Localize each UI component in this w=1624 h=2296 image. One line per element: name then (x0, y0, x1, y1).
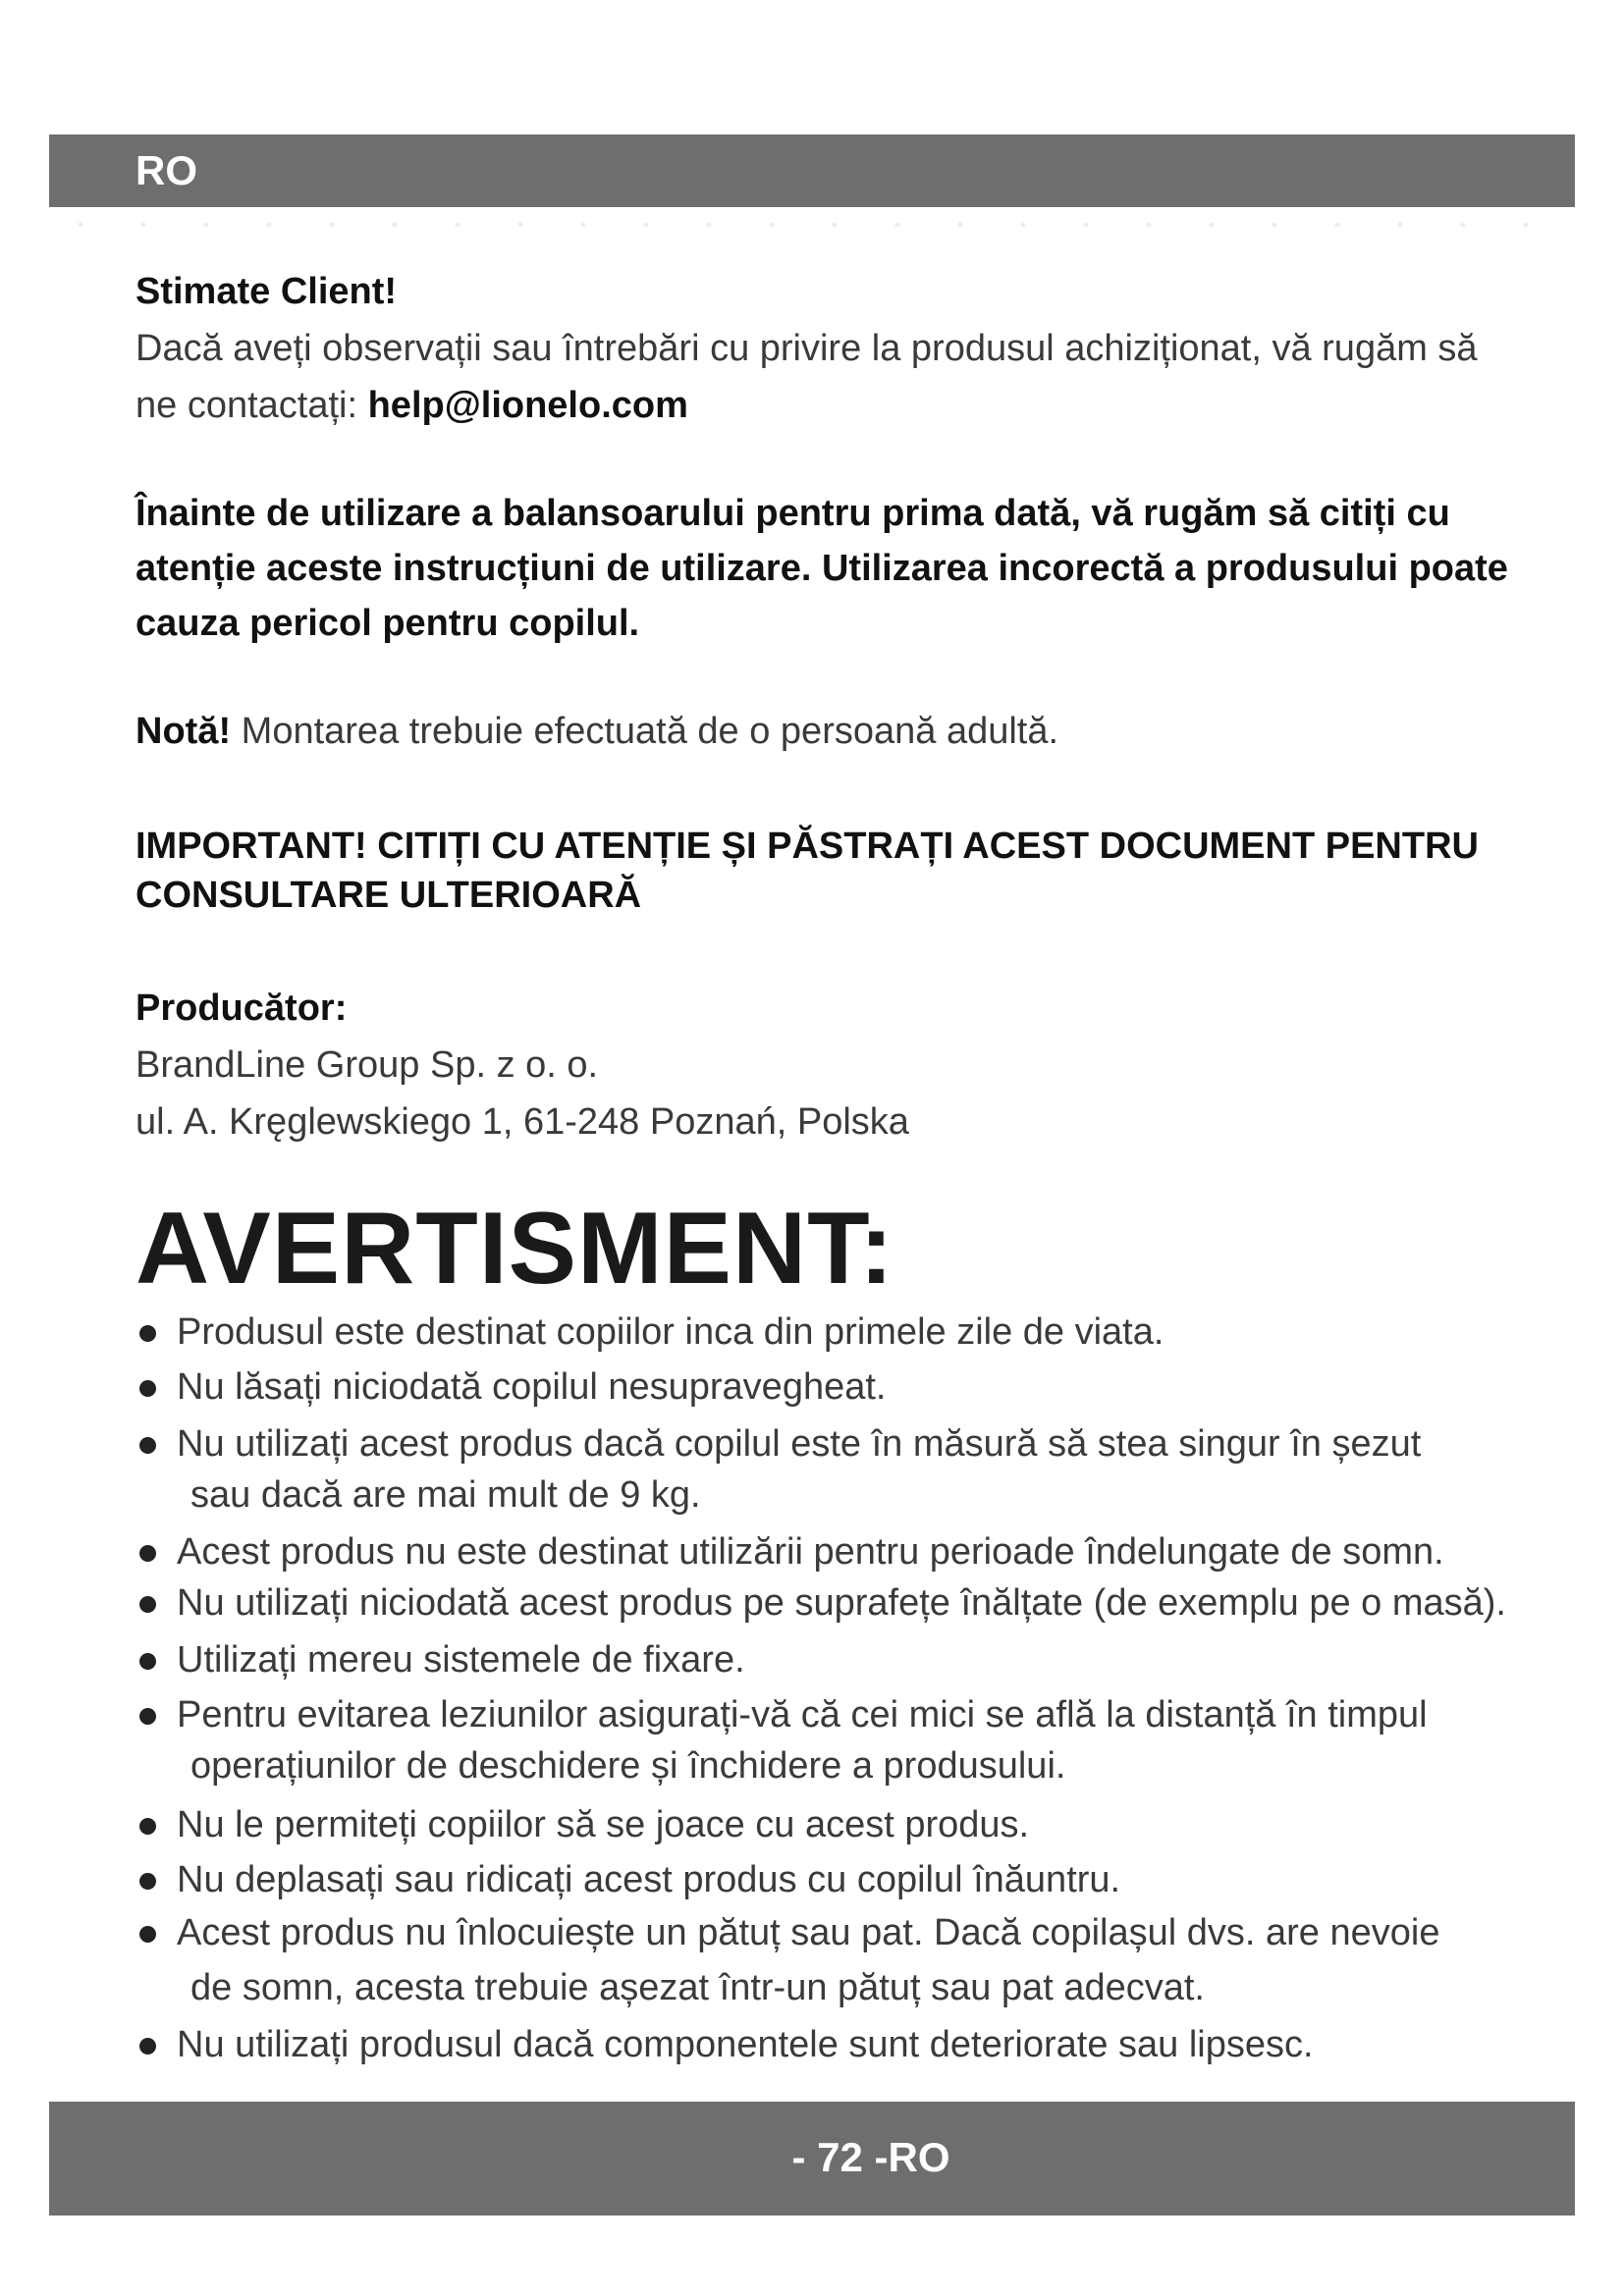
instructions-notice-line-2: atenție aceste instrucțiuni de utilizare. Utilizarea incorectă a produsului poate (135, 548, 1508, 589)
instructions-notice-line-3: cauza pericol pentru copilul. (135, 603, 640, 644)
bullet-icon (139, 1926, 156, 1943)
bullet-icon (139, 1873, 156, 1890)
bullet-icon (139, 1818, 156, 1835)
important-line-1: IMPORTANT! CITIȚI CU ATENȚIE ȘI PĂSTRAȚI ACEST DOCUMENT PENTRU (135, 826, 1479, 867)
header-language-code: RO (135, 147, 197, 193)
bullet-icon (139, 1596, 156, 1613)
note (135, 705, 1058, 758)
manufacturer-address: ul. A. Kręglewskiego 1, 61-248 Poznań, Polska (135, 1101, 909, 1143)
header-divider (49, 218, 1575, 232)
important-line-2: CONSULTARE ULTERIOARĂ (135, 875, 642, 916)
bullet-icon (139, 1653, 156, 1670)
page-number: - 72 -RO (791, 2134, 950, 2180)
bullet-icon (139, 1325, 156, 1342)
bullet-icon (139, 2038, 156, 2055)
greeting-line-2-prefix: ne contactați: (135, 385, 368, 426)
bullet-icon (139, 1545, 156, 1562)
instructions-notice-line-1: Înainte de utilizare a balansoarului pentru prima dată, vă rugăm să citiți cu (135, 493, 1450, 534)
manufacturer-name: BrandLine Group Sp. z o. o. (135, 1044, 599, 1086)
greeting-line-1: Dacă aveți observații sau întrebări cu privire la produsul achiziționat, vă rugăm să (135, 328, 1478, 369)
note-label: Notă! (135, 711, 232, 752)
greeting-title: Stimate Client! (135, 271, 398, 312)
header-bar (49, 134, 1575, 207)
contact-email-link[interactable]: help@lionelo.com (367, 385, 688, 426)
footer-bar (49, 2102, 1575, 2216)
bullet-icon (139, 1437, 156, 1454)
bullet-icon (139, 1380, 156, 1397)
manufacturer-label: Producător: (135, 988, 348, 1029)
bullet-icon (139, 1708, 156, 1725)
greeting-line-2 (135, 379, 688, 432)
note-text: Montarea trebuie efectuată de o persoană adultă. (231, 711, 1059, 752)
warning-title: AVERTISMENT: (135, 1192, 894, 1306)
